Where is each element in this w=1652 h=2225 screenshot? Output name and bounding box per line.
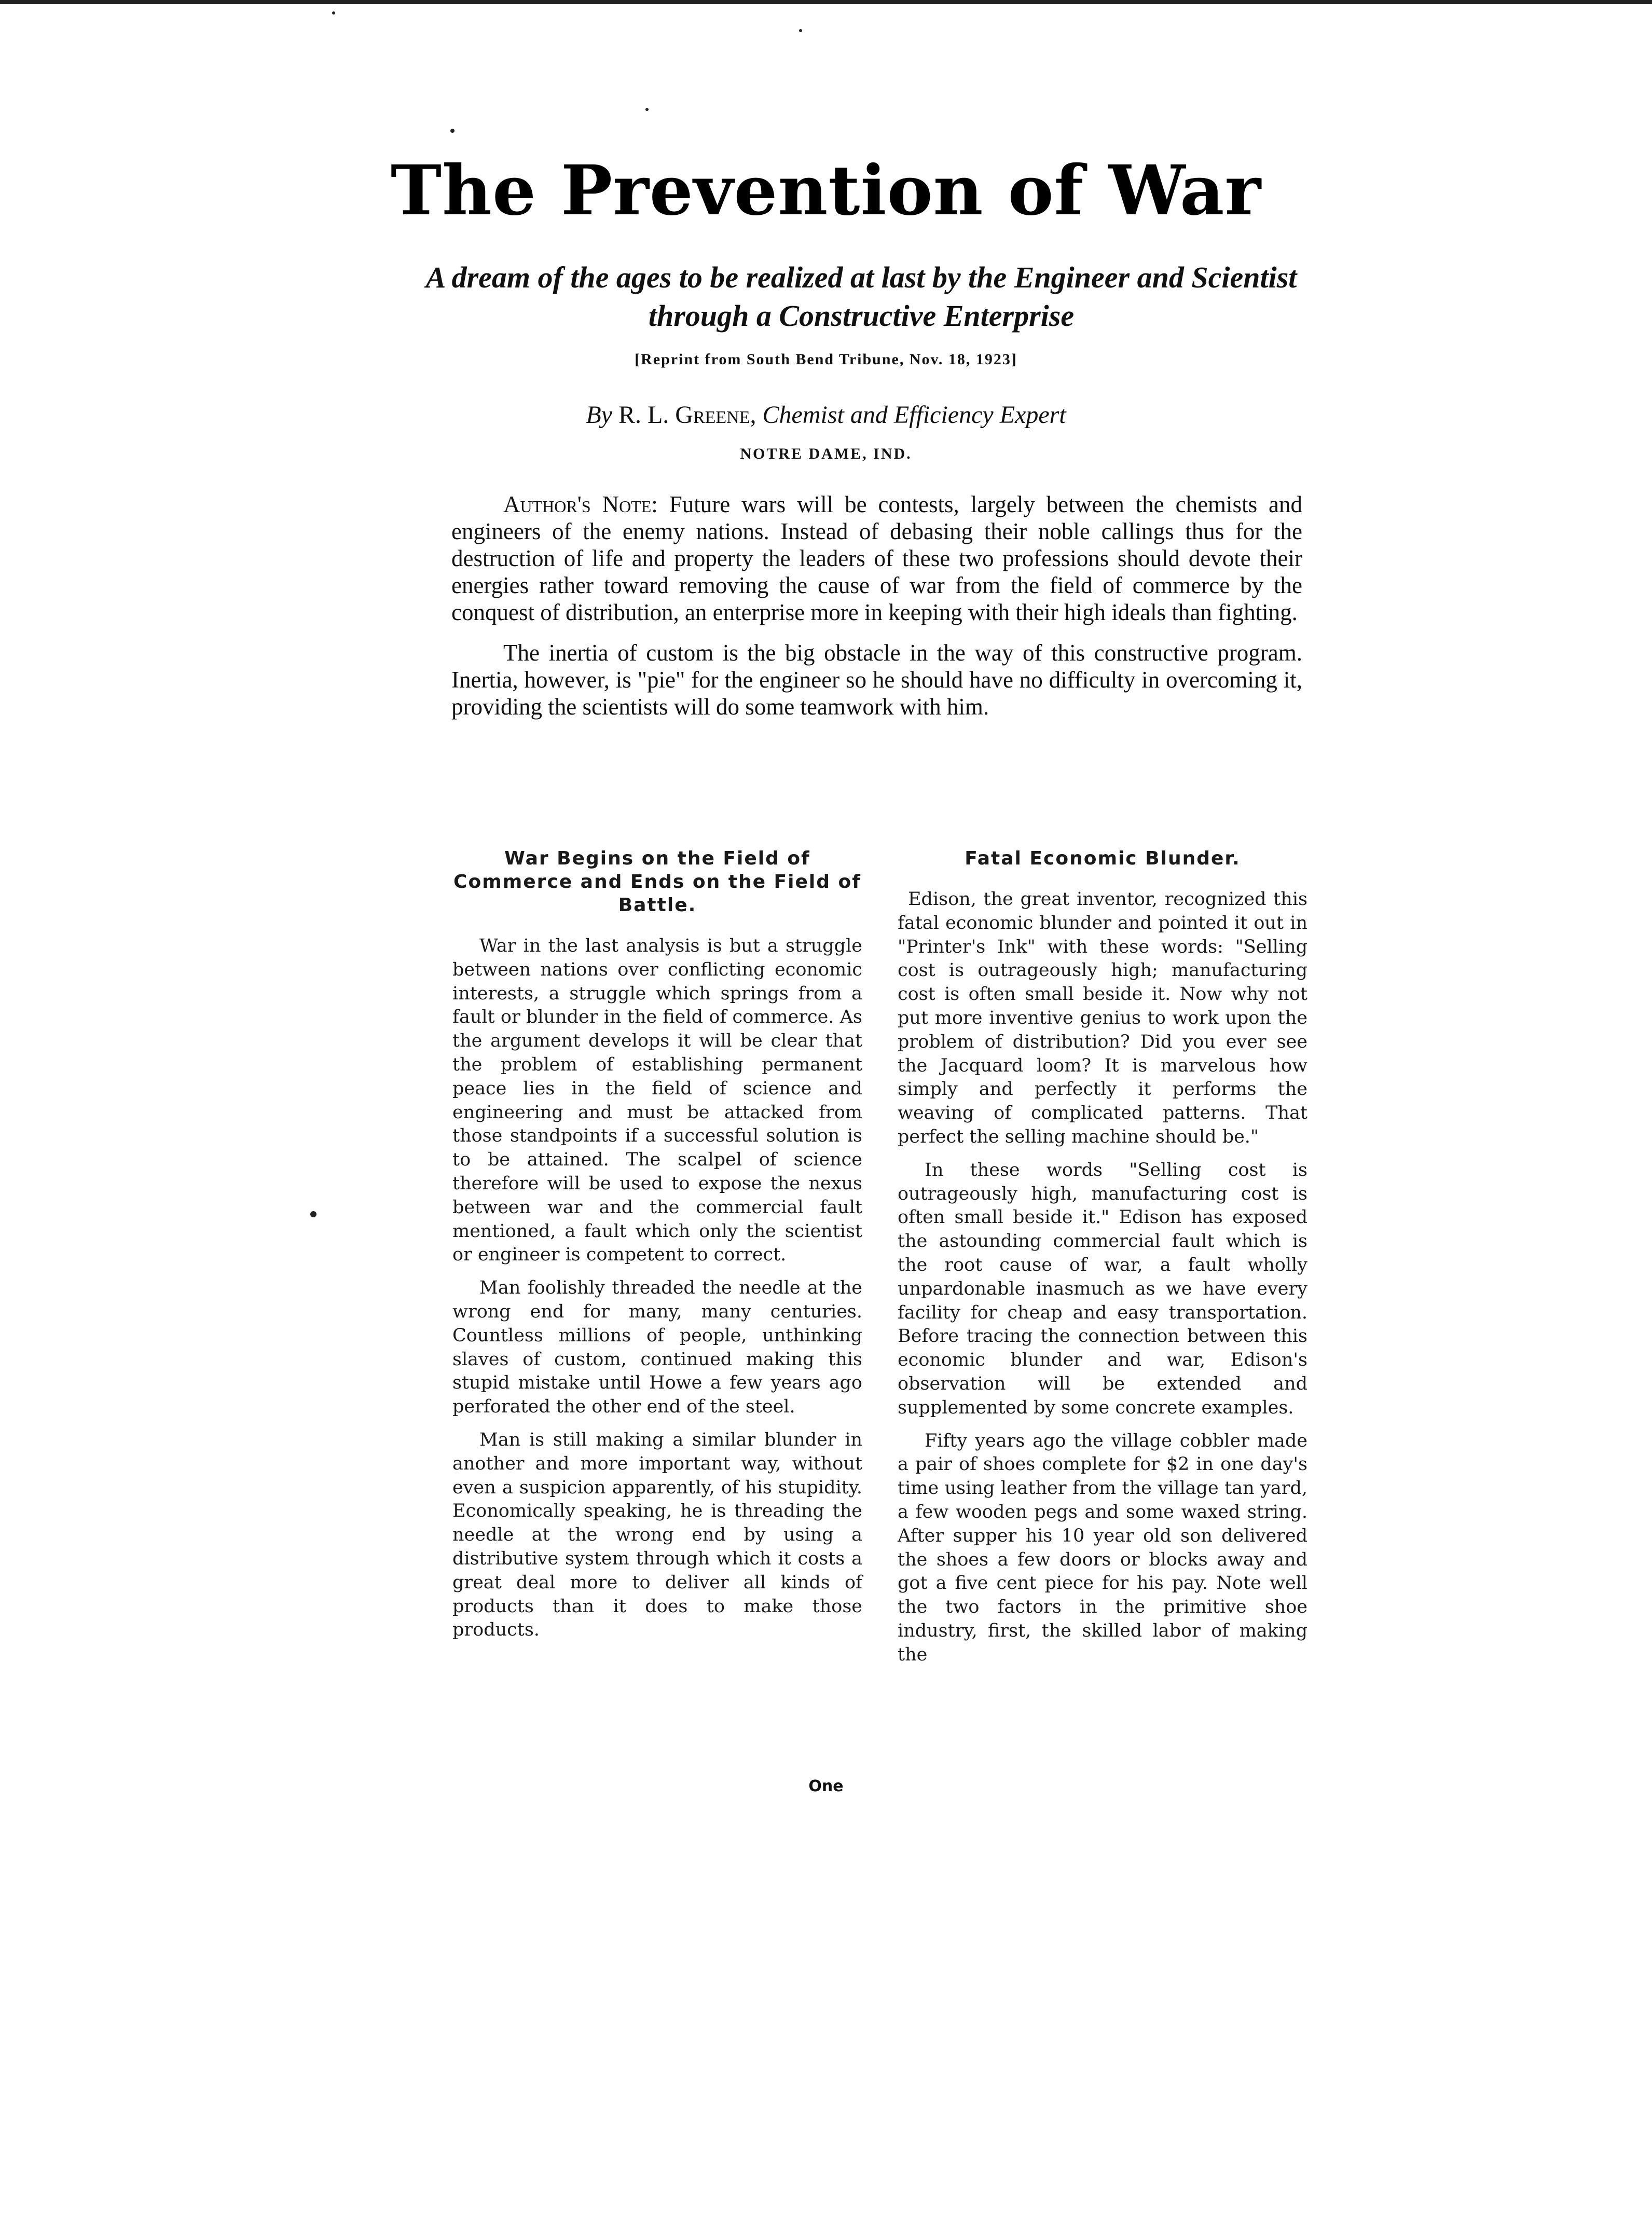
body-paragraph: Edison, the great inventor, recognized this fatal economic blunder and pointed it out in "Printer's Ink" with these words: "Selling cost is outrageously high; manufacturing cost is often small beside it. Now why not put more inventive genius to work upon the problem of distribution? Did you ever see the Jacquard loom? It is marvelous how simply and perfectly it performs the weaving of complicated patterns. That perfect the selling machine should be." bbox=[898, 889, 1307, 1147]
byline bbox=[0, 401, 1652, 429]
scan-speck bbox=[799, 29, 802, 32]
body-paragraph: Man is still making a similar blunder in another and more important way, without even a suspicion apparently, of his stupidity. Economically speaking, he is threading the needle at the wrong end by using a distributive system through which it costs a great deal more to deliver all kinds of products than it does to make those products. bbox=[452, 1429, 862, 1641]
author-location: NOTRE DAME, IND. bbox=[740, 445, 912, 462]
scan-speck bbox=[450, 129, 455, 133]
authors-note-paragraph bbox=[451, 491, 1302, 626]
body-paragraph: War in the last analysis is but a struggle between nations over conflicting economic interests, a struggle which springs from a fault or blunder in the field of commerce. As the argument develops it will be clear that the problem of establishing permanent peace lies in the field of science and engineering and must be attacked from those standpoints if a successful solution is to be attained. The scalpel of science therefore will be used to expose the nexus between war and the commercial fault mentioned, a fault which only the scientist or engineer is competent to correct. bbox=[452, 936, 862, 1266]
byline-role: Chemist and Efficiency Expert bbox=[762, 401, 1066, 429]
page-number: One bbox=[808, 1777, 844, 1795]
reprint-note: [Reprint from South Bend Tribune, Nov. 18, 1923] bbox=[635, 351, 1017, 368]
authors-note-paragraph-2: The inertia of custom is the big obstacle in the way of this constructive program. Inertia, however, is "pie" for the engineer so he should have no difficulty in overcoming it, providing the scientists will do some teamwork with him. bbox=[451, 640, 1302, 720]
scan-border bbox=[0, 0, 1652, 4]
byline-author: R. L. Greene, bbox=[618, 401, 756, 429]
authors-note-text: Future wars will be contests, largely between the chemists and engineers of the enemy nations. Instead of debasing their noble callings thus for the destruction of life and property the leaders of these two professions should devote their energies rather toward removing the cause of war from the field of commerce by the conquest of distribution, an enterprise more in keeping with their high ideals than fighting. bbox=[451, 491, 1303, 625]
article-title: The Prevention of War bbox=[390, 150, 1262, 231]
byline-by: By bbox=[586, 401, 612, 429]
scan-speck bbox=[332, 11, 335, 15]
left-column bbox=[452, 847, 862, 1652]
body-paragraph: Fifty years ago the village cobbler made a pair of shoes complete for $2 in one day's time using leather from the village tan yard, a few wooden pegs and some waxed string. After supper his 10 year old son delivered the shoes a few doors or blocks away and got a five cent piece for his pay. Note well the two factors in the primitive shoe industry, first, the skilled labor of making the bbox=[898, 1430, 1307, 1665]
authors-note bbox=[451, 491, 1302, 734]
right-column bbox=[898, 847, 1307, 1677]
scan-speck bbox=[310, 1211, 316, 1217]
scan-speck bbox=[645, 108, 649, 111]
authors-note-label: Author's Note: bbox=[503, 491, 658, 517]
left-column-heading: War Begins on the Field of Commerce and Ends on the Field of Battle. bbox=[453, 848, 861, 916]
right-column-heading: Fatal Economic Blunder. bbox=[965, 848, 1241, 869]
body-paragraph: In these words "Selling cost is outrageously high, manufacturing cost is often small beside it." Edison has exposed the astounding commercial fault which is the root cause of war, a fault wholly unpardonable inasmuch as we have every facility for cheap and easy transportation. Before tracing the connection between this economic blunder and war, Edison's observation will be extended and supplemented by some concrete examples. bbox=[898, 1159, 1307, 1418]
article-subtitle: A dream of the ages to be realized at last by the Engineer and Scientist through a Constructive Enterprise bbox=[425, 260, 1297, 333]
body-paragraph: Man foolishly threaded the needle at the wrong end for many, many centuries. Countless millions of people, unthinking slaves of custom, continued making this stupid mistake until Howe a few years ago perforated the other end of the steel. bbox=[452, 1278, 862, 1418]
